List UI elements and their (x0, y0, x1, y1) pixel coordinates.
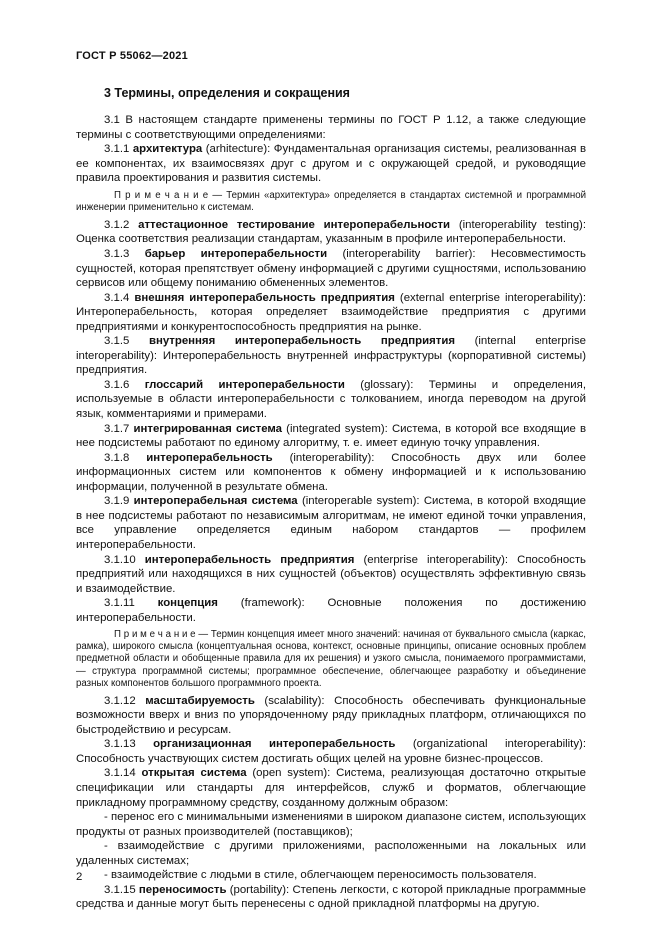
text-run: П р и м е ч а н и е — Термин «архитектура» определяется в стандартах системной и программной инженерии применительно к системам. (76, 189, 586, 213)
text-run: 3.1 В настоящем стандарте применены термины по ГОСТ Р 1.12, а также следующие термины с соответствующими определениями: (76, 114, 586, 141)
text-run: 3.1.7 (104, 422, 134, 435)
text-run: (organizational interoperability): Способность участвующих систем достигать общих целей на уровне бизнес-процессов. (76, 738, 586, 765)
term: барьер интероперабельности (144, 248, 328, 261)
text-run: П р и м е ч а н и е — Термин концепция имеет много значений: начиная от буквального смысла (каркас, рамка), широкого смысла (концептуальная основа, контекст, основные принципы, описание основных проблем предметной области и обобщенные правила для их решения) и узкого смысла, понимаемого программистами, — структура программной системы; программное обеспечение, облегчающее разработку и объединение разных компонентов большого программного проекта. (76, 629, 586, 689)
note (76, 629, 586, 689)
doc-header: ГОСТ Р 55062—2021 (76, 50, 188, 62)
text-run: 3.1.13 (104, 738, 154, 751)
text-run: (internal enterprise interoperability): Интероперабельность внутренней инфраструктуры (корпоративной системы) предприятия. (76, 335, 586, 377)
section-title: 3 Термины, определения и сокращения (104, 86, 350, 100)
text-run: 3.1.6 (104, 378, 145, 391)
term: аттестационное тестирование интероперабельности (138, 218, 451, 231)
paragraph (76, 451, 586, 495)
term: внутренняя интероперабельность предприятия (148, 335, 455, 348)
term: глоссарий интероперабельности (144, 378, 345, 391)
paragraph (76, 883, 586, 912)
text-run: (integrated system): Система, в которой все входящие в нее подсистемы работают по единому алгоритму, т. е. имеет единую точку управления. (76, 422, 587, 450)
text-run: 3.1.10 (104, 553, 145, 566)
paragraph (76, 494, 586, 552)
document-body (76, 113, 586, 912)
paragraph (76, 218, 586, 247)
term: архитектура (132, 143, 203, 156)
paragraph (76, 334, 586, 378)
text-run: 3.1.9 (104, 495, 134, 508)
text-run: (interoperability testing): Оценка соответствия реализации стандартам, указанным в профиле интероперабельности. (76, 218, 587, 246)
text-run: (portability): Степень легкости, с которой прикладные программные средства и данные могут быть перенесены с одной прикладной платформы на другую. (76, 883, 586, 911)
paragraph (76, 291, 586, 335)
paragraph (76, 422, 586, 451)
term: организационная интероперабельность (153, 738, 396, 751)
text-run: 3.1.15 (104, 883, 139, 896)
list-item (76, 810, 586, 839)
text-run: 3.1.2 (104, 218, 139, 231)
text-run: - взаимодействие с людьми в стиле, облегчающем переносимость пользователя. (104, 869, 537, 882)
term: интероперабельность предприятия (144, 553, 355, 566)
term: переносимость (138, 883, 227, 896)
note (76, 190, 586, 214)
term: внешняя интероперабельность предприятия (134, 291, 395, 304)
page-number: 2 (76, 871, 83, 883)
text-run: (interoperability barrier): Несовместимость сущностей, которая препятствует обмену информацией с другими сущностями, использованию сервисов или общему пониманию обмененных элементов. (76, 248, 586, 290)
text-run: - взаимодействие с другими приложениями, расположенными на локальных или удаленных системах; (76, 840, 586, 867)
term: концепция (157, 597, 218, 610)
paragraph (76, 142, 586, 186)
text-run: (framework): Основные положения по достижению интероперабельности. (76, 597, 586, 624)
text-run: 3.1.5 (104, 335, 149, 348)
paragraph (76, 596, 586, 625)
text-run: 3.1.12 (104, 694, 146, 707)
paragraph (76, 378, 586, 422)
term: масштабируемость (145, 694, 255, 707)
text-run: - перенос его с минимальными изменениями в широком диапазоне систем, использующих продукты от разных производителей (поставщиков); (76, 811, 586, 838)
paragraph (76, 247, 586, 291)
term: интероперабельная система (133, 495, 298, 508)
paragraph (76, 553, 586, 597)
text-run: (enterprise interoperability): Способность предприятий или находящихся в них сущностей (объектов) осуществлять эффективную связь и взаимодействие. (76, 553, 586, 595)
text-run: (external enterprise interoperability): Интероперабельность, которая определяет взаимодействие предприятия с другими предприятиями и конкурентоспособность предприятия на рынке. (76, 291, 587, 333)
text-run: (open system): Система, реализующая достаточно открытые спецификации или стандарты для интерфейсов, служб и форматов, облегчающие прикладному программному средству, созданному должным образом: (76, 767, 586, 809)
paragraph (76, 694, 586, 738)
text-run: (glossary): Термины и определения, используемые в области интероперабельности с толкованием, иногда переводом на другой язык, комментариями и примерами. (76, 378, 587, 421)
text-run: (arhitecture): Фундаментальная организация системы, реализованная в ее компонентах, их взаимосвязях друг с другом и с окружающей средой, и руководящие правила проектирования и развития системы. (76, 143, 587, 185)
text-run: 3.1.14 (104, 767, 142, 780)
text-run: 3.1.4 (104, 291, 135, 304)
term: интегрированная система (133, 422, 283, 435)
text-run: (interoperability): Способность двух или более информационных систем или компонентов к обмену информацией и к использованию информации, полученной в результате обмена. (76, 451, 587, 493)
text-run: 3.1.8 (104, 451, 147, 464)
term: открытая система (141, 767, 247, 780)
list-item (76, 868, 586, 883)
list-item (76, 839, 586, 868)
term: интероперабельность (146, 451, 273, 464)
text-run: (scalability): Способность обеспечивать функциональные возможности вверх и вниз по упорядоченному ряду прикладных платформ, отличающихся по быстродействию и ресурсам. (76, 694, 586, 736)
text-run: 3.1.11 (104, 597, 158, 610)
text-run: 3.1.3 (104, 248, 145, 261)
paragraph (76, 766, 586, 810)
text-run: (interoperable system): Система, в которой входящие в нее подсистемы работают по независимым алгоритмам, не имеют единой точки управления, все управление определяется единым набором стандартов — профилем интероперабельности. (76, 495, 587, 551)
text-run: 3.1.1 (104, 143, 133, 156)
paragraph (76, 737, 586, 766)
paragraph (76, 113, 586, 142)
